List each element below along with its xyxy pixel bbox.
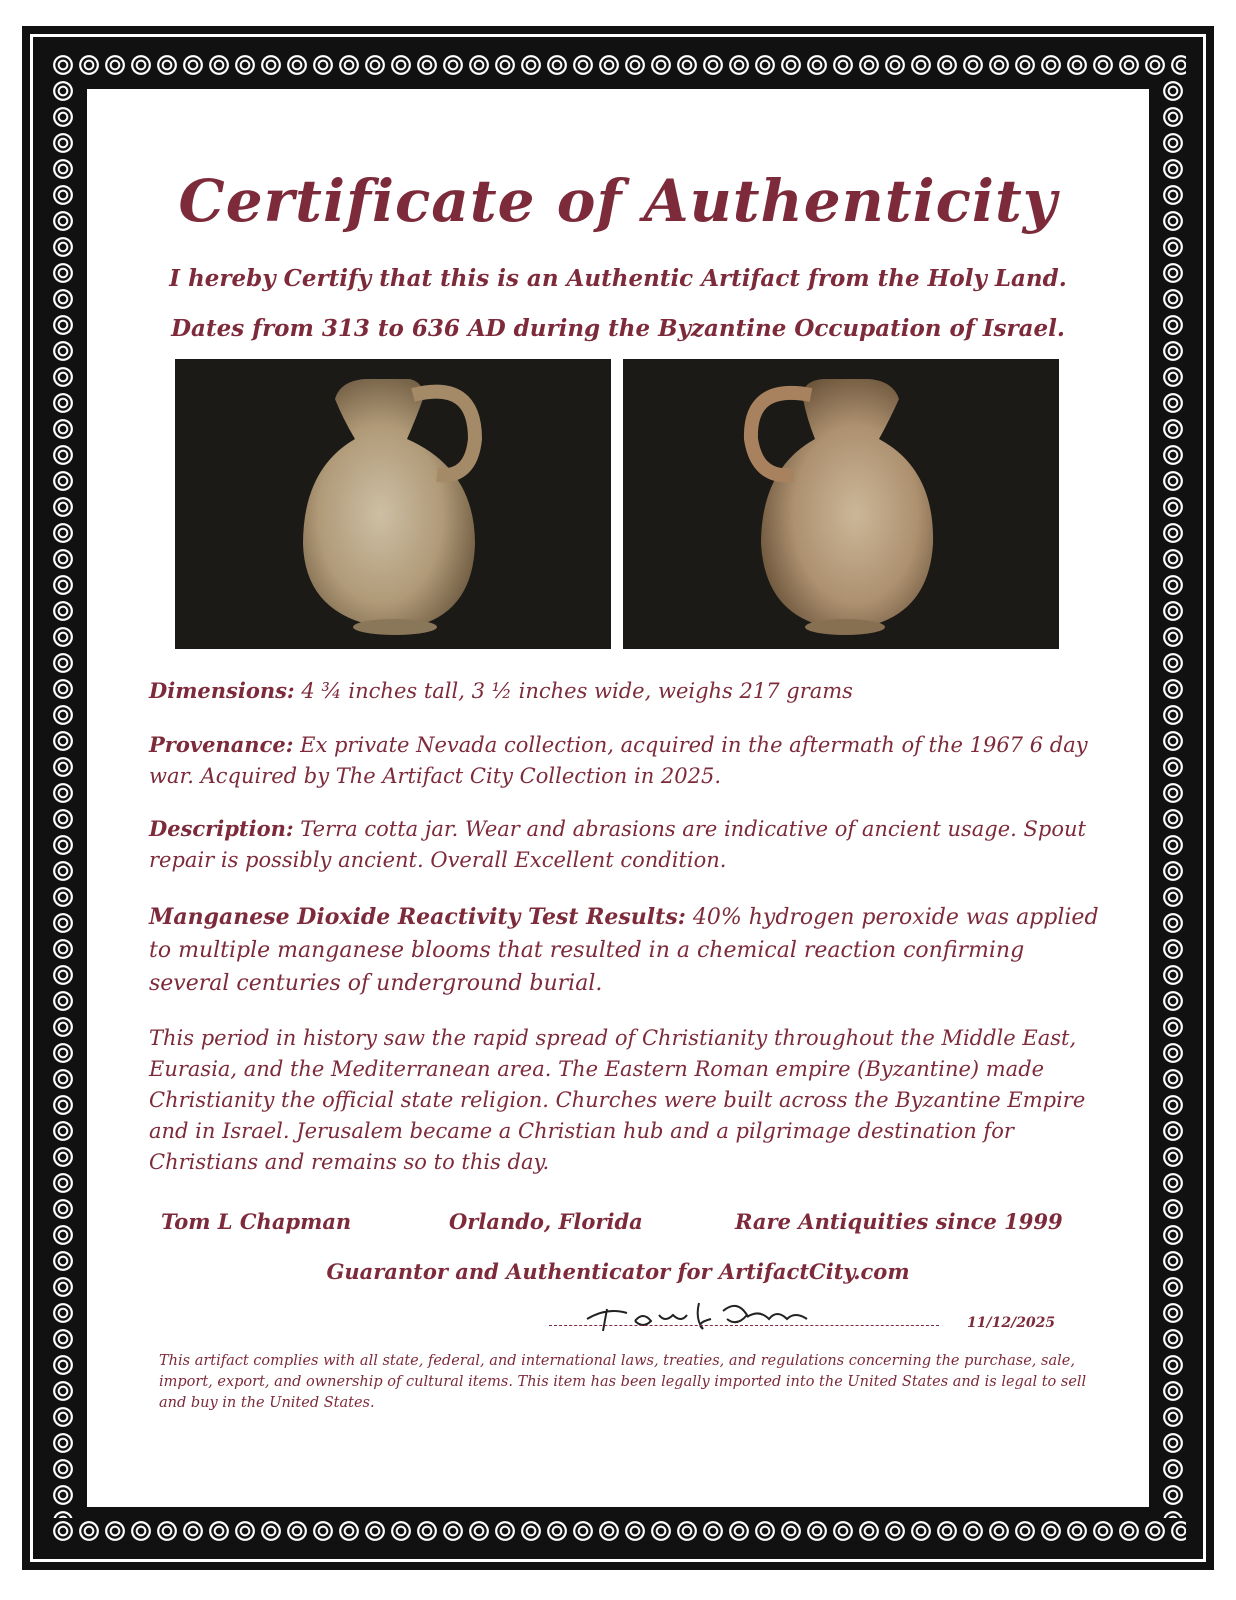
- handwritten-signature: [577, 1289, 837, 1337]
- provenance-section: [149, 729, 1109, 792]
- certification-statement: I hereby Certify that this is an Authentic Artifact from the Holy Land.: [169, 265, 1067, 292]
- signatory-tagline: Rare Antiquities since 1999: [735, 1209, 1063, 1234]
- manganese-test-section: [149, 901, 1109, 1000]
- certificate-title: Certificate of Authenticity: [178, 167, 1058, 235]
- jar-image-front: [175, 359, 611, 649]
- dimensions-label: Dimensions:: [149, 678, 295, 703]
- jar-image-back: [623, 359, 1059, 649]
- description-label: Description:: [149, 816, 294, 841]
- dimensions-section: [149, 675, 1109, 707]
- description-text: Terra cotta jar. Wear and abrasions are indicative of ancient usage. Spout repair is possibly ancient. Overall Excellent condition.: [149, 817, 1086, 872]
- description-section: [149, 813, 1109, 876]
- ring-border-bottom: [50, 1518, 1186, 1544]
- ring-border: [22, 26, 1214, 1570]
- signatory-location: Orlando, Florida: [449, 1209, 643, 1234]
- dating-statement: Dates from 313 to 636 AD during the Byzantine Occupation of Israel.: [171, 315, 1065, 342]
- provenance-label: Provenance:: [149, 732, 294, 757]
- dimensions-text: 4 ¾ inches tall, 3 ½ inches wide, weighs 217 grams: [294, 679, 853, 703]
- manganese-test-text: 40% hydrogen peroxide was applied to multiple manganese blooms that resulted in a chemical reaction confirming several centuries of underground burial.: [149, 905, 1099, 996]
- ring-border-left: [50, 78, 76, 1518]
- history-paragraph: This period in history saw the rapid spread of Christianity throughout the Middle East, Eurasia, and the Mediterranean area. The Eastern Roman empire (Byzantine) made Christianity the official state religion. Churches were built across the Byzantine Empire and in Israel. Jerusalem became a Christian hub and a pilgrimage destination for Christians and remains so to this day.: [149, 1026, 1086, 1174]
- artifact-photo-back: [623, 359, 1059, 649]
- legal-notice: This artifact complies with all state, federal, and international laws, treaties, and regulations concerning the purchase, sale, import, export, and ownership of cultural items. This item has been legally imported into the United States and is legal to sell and buy in the United States.: [159, 1353, 1087, 1411]
- signature-line: [549, 1325, 939, 1326]
- manganese-test-label: Manganese Dioxide Reactivity Test Results:: [149, 904, 686, 930]
- ring-border-top: [50, 52, 1186, 78]
- provenance-text: Ex private Nevada collection, acquired in the aftermath of the 1967 6 day war. Acquired by The Artifact City Collection in 2025.: [149, 733, 1088, 788]
- guarantor-line: Guarantor and Authenticator for ArtifactCity.com: [326, 1259, 910, 1284]
- certificate-body: [84, 86, 1152, 1510]
- signature-date: 11/12/2025: [967, 1315, 1056, 1331]
- artifact-photo-front: [175, 359, 611, 649]
- ring-border-right: [1160, 78, 1186, 1518]
- signatory-name: Tom L Chapman: [161, 1209, 352, 1234]
